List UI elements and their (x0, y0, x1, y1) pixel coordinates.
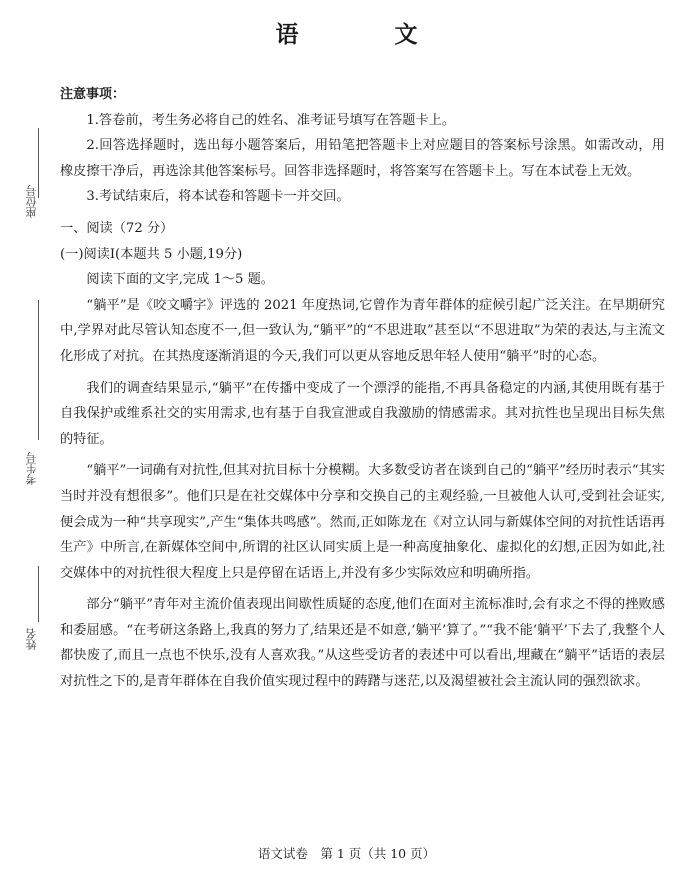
page-footer: 语文试卷 第 1 页（共 10 页） (257, 846, 436, 861)
name-label: 姓名 (25, 628, 38, 650)
subsection-heading: (一)阅读Ⅰ(本题共 5 小题,19分) (60, 246, 243, 262)
exam-id-line (38, 300, 39, 440)
instruction: 阅读下面的文字,完成 1～5 题。 (86, 272, 274, 288)
notice-heading: 注意事项： (60, 87, 126, 102)
notice-item: 2.回答选择题时，选出每小题答案后，用铅笔把答题卡上对应题目的答案标号涂黑。如需改动，用橡皮擦干净后，再选涂其他答案标号。回答非选择题时，将答案写在答题卡上。写在本试卷上无效。 (60, 138, 665, 179)
name-line (38, 566, 39, 622)
exam-id-label: 考生号 (25, 452, 38, 485)
notice-item: 1.答卷前，考生务必将自己的姓名、准考证号填写在答题卡上。 (86, 112, 456, 128)
notice-item: 3.考试结束后，将本试卷和答题卡一并交回。 (86, 189, 350, 205)
passage-paragraph: “躺平”一词确有对抗性,但其对抗目标十分模糊。大多数受访者在谈到自己的“躺平”经历时表示“其实当时并没有想很多”。他们只是在社交媒体中分享和交换自己的主观经验,一旦被他人认可,受到社会证实,便会成为一种“共享现实”,产生“集体共鸣感”。然而,正如陈龙在《对立认同与新媒体空间的对抗性话语再生产》中所言,在新媒体空间中,所谓的社区认同实质上是一种高度抽象化、虚拟化的幻想,正因为如此,社交媒体中的对抗性很大程度上只是停留在话语上,并没有多少实际效应和明确所指。 (60, 463, 665, 581)
seat-label: 座位号 (25, 185, 38, 218)
exam-content (60, 82, 665, 695)
passage-paragraph: “躺平”是《咬文嚼字》评选的 2021 年度热词,它曾作为青年群体的症候引起广泛关注。在早期研究中,学界对此尽管认知态度不一,但一致认为,“躺平”的“不思进取”甚至以“不思进取”为荣的表达,与主流文化形成了对抗。在其热度逐渐消退的今天,我们可以更从容地反思年轻人使用“躺平”时的心态。 (60, 297, 665, 364)
passage-paragraph: 我们的调查结果显示,“躺平”在传播中变成了一个漂浮的能指,不再具备稳定的内涵,其使用既有基于自我保护或维系社交的实用需求,也有基于自我宣泄或自我激励的情感需求。其对抗性也呈现出目标失焦的特征。 (60, 380, 665, 447)
passage-paragraph: 部分“躺平”青年对主流价值表现出间歇性质疑的态度,他们在面对主流标准时,会有求之不得的挫败感和委屈感。“在考研这条路上,我真的努力了,结果还是不如意,‘躺平’算了。”“我不能‘躺平’下去了,我整个人都快废了,而且一点也不快乐,没有人喜欢我。”从这些受访者的表述中可以看出,埋藏在“躺平”话语的表层对抗性之下的,是青年群体在自我价值实现过程中的踌躇与迷茫,以及渴望被社会主流认同的强烈欲求。 (60, 597, 665, 690)
page-title: 语 文 (275, 22, 462, 48)
section-heading: 一、阅读（72 分） (60, 220, 174, 236)
